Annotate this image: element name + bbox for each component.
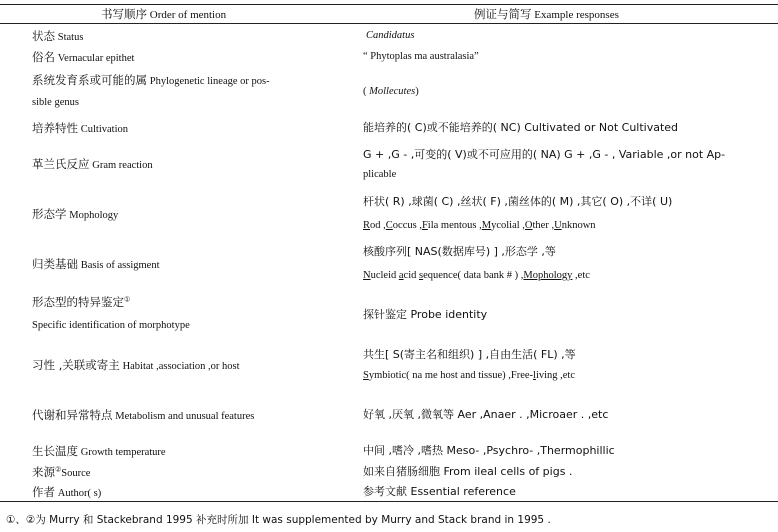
header-right: 例证与简写 Example responses	[474, 7, 619, 21]
row-growth-response: 中间 ,嗜冷 ,嗜热 Meso- ,Psychro- ,Thermophillic	[363, 444, 615, 457]
row-morphotype-label-en: Specific identification of morphotype	[32, 320, 190, 331]
row-morphology-response-zh: 杆状( R) ,球菌( C) ,丝状( F) ,菌丝体的( M) ,其它( O) ,不详( U)	[363, 195, 673, 208]
footnote: ①、②为 Murry 和 Stackebrand 1995 补充时所加 It was supplemented by Murry and Stack brand in 1995 .	[6, 514, 551, 526]
row-vernacular-response: “ Phytoplas ma australasia”	[363, 51, 479, 62]
row-metabolism-label: 代谢和异常特点 Metabolism and unusual features	[32, 408, 255, 422]
row-morphology-label: 形态学 Mophology	[32, 207, 119, 221]
row-morphotype-label: 形态型的特异鉴定①	[32, 295, 131, 309]
row-morphotype-response: 探针鉴定 Probe identity	[363, 308, 488, 321]
row-source-label: 来源②Source	[32, 465, 91, 479]
row-status-label: 状态 Status	[32, 29, 84, 43]
row-gram-response-cont: plicable	[363, 169, 397, 180]
row-basis-response-en: Nucleid acid sequence( data bank # ) ,Mophology ,etc	[363, 270, 590, 281]
row-vernacular-label: 俗名 Vernacular epithet	[32, 50, 135, 64]
row-basis-response-zh: 核酸序列[ NAS(数据库号) ] ,形态学 ,等	[363, 245, 556, 258]
row-habitat-response-en: Symbiotic( na me host and tissue) ,Free-living ,etc	[363, 370, 576, 381]
row-phylogenetic-response: ( Mollecutes)	[363, 86, 419, 97]
row-habitat-label: 习性 ,关联或寄主 Habitat ,association ,or host	[32, 358, 240, 372]
row-morphology-response-en: Rod ,Coccus ,Fila mentous ,Mycolial ,Other ,Unknown	[363, 220, 596, 231]
row-metabolism-response: 好氧 ,厌氧 ,微氧等 Aer ,Anaer . ,Microaer . ,etc	[363, 408, 609, 421]
bottom-rule	[0, 501, 778, 502]
row-status-response: Candidatus	[366, 30, 415, 41]
row-phylogenetic-label: 系统发育系或可能的属 Phylogenetic lineage or pos-	[32, 73, 270, 87]
row-gram-response: G + ,G - ,可变的( V)或不可应用的( NA) G + ,G - , Variable ,or not Ap-	[363, 148, 726, 161]
row-author-label: 作者 Author( s)	[32, 485, 102, 499]
header-left: 书写顺序 Order of mention	[101, 7, 227, 21]
row-cultivation-response: 能培养的( C)或不能培养的( NC) Cultivated or Not Cultivated	[363, 121, 679, 134]
row-cultivation-label: 培养特性 Cultivation	[32, 121, 128, 135]
row-gram-label: 革兰氏反应 Gram reaction	[32, 157, 153, 171]
header-rule	[0, 23, 778, 24]
top-rule	[0, 4, 778, 5]
row-basis-label: 归类基础 Basis of assigment	[32, 257, 160, 271]
row-phylogenetic-label-cont: sible genus	[32, 97, 79, 108]
row-source-response: 如来自猪肠细胞 From ileal cells of pigs .	[363, 465, 573, 478]
row-author-response: 参考文献 Essential reference	[363, 485, 516, 498]
row-habitat-response-zh: 共生[ S(寄主名和组织) ] ,自由生活( FL) ,等	[363, 348, 576, 361]
row-growth-label: 生长温度 Growth temperature	[32, 444, 166, 458]
